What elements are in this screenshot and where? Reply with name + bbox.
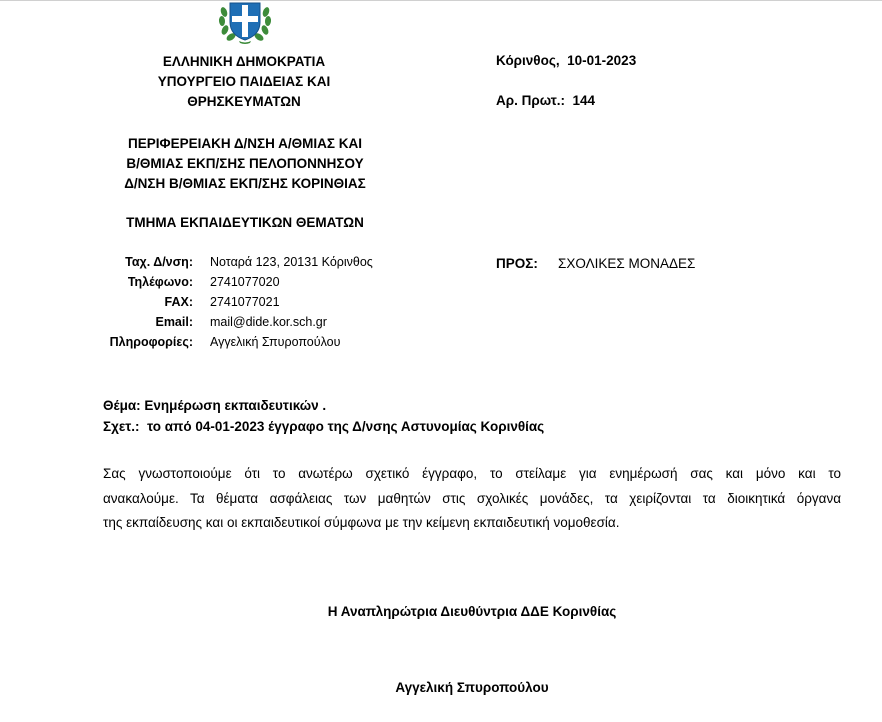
ministry-line: ΘΡΗΣΚΕΥΜΑΤΩΝ — [187, 94, 301, 109]
subject-label: Θέμα: — [103, 398, 141, 413]
directorate-block — [104, 134, 386, 194]
contact-value: mail@dide.kor.sch.gr — [210, 315, 327, 329]
contact-label: Ταχ. Δ/νση: — [125, 255, 193, 269]
ministry-line: ΕΛΛΗΝΙΚΗ ΔΗΜΟΚΡΑΤΙΑ — [162, 54, 326, 69]
recipient-value: ΣΧΟΛΙΚΕΣ ΜΟΝΑΔΕΣ — [558, 256, 696, 271]
subject-text: Ενημέρωση εκπαιδευτικών . — [144, 398, 327, 413]
contact-value: 2741077021 — [210, 295, 280, 309]
reference-text: το από 04-01-2023 έγγραφο της Δ/νσης Αστυνομίας Κορινθίας — [147, 419, 545, 434]
body-line: ανακαλούμε. Τα θέματα ασφάλειας των μαθητών στις σχολικές μονάδες, τα χειρίζονται τα διοικητικά όργανα — [103, 490, 841, 506]
signature-name: Αγγελική Σπυροπούλου — [395, 680, 549, 695]
directorate-line: Δ/ΝΣΗ Β/ΘΜΙΑΣ ΕΚΠ/ΣΗΣ ΚΟΡΙΝΘΙΑΣ — [124, 176, 366, 191]
signature-title: Η Αναπληρώτρια Διευθύντρια ΔΔΕ Κορινθίας — [327, 604, 617, 619]
reference-label: Σχετ.: — [103, 419, 140, 434]
date-line — [496, 53, 636, 68]
contact-label: Email: — [155, 315, 193, 329]
protocol-number: 144 — [572, 93, 596, 108]
directorate-line: Β/ΘΜΙΑΣ ΕΚΠ/ΣΗΣ ΠΕΛΟΠΟΝΝΗΣΟΥ — [126, 156, 364, 171]
subject-line — [103, 398, 326, 413]
recipient-label: ΠΡΟΣ: — [496, 256, 538, 271]
place-date-label: Κόρινθος, — [496, 53, 560, 68]
contact-label: Πληροφορίες: — [109, 335, 193, 349]
ministry-block — [118, 52, 370, 112]
body-paragraph — [103, 462, 841, 536]
body-line: της εκπαίδευσης και οι εκπαιδευτικοί σύμφωνα με την κείμενη εκπαιδευτική νομοθεσία. — [103, 515, 620, 530]
protocol-line — [496, 93, 595, 108]
protocol-label: Αρ. Πρωτ.: — [496, 93, 566, 108]
contact-label: Τηλέφωνο: — [127, 275, 193, 289]
contact-value: 2741077020 — [210, 275, 280, 289]
body-line: Σας γνωστοποιούμε ότι το ανωτέρω σχετικό έγγραφο, το στείλαμε για ενημέρωσή σας και μόνο και το — [103, 466, 841, 481]
reference-line — [103, 419, 544, 434]
contact-value: Αγγελική Σπυροπούλου — [210, 335, 341, 349]
greek-coat-of-arms-icon — [217, 0, 273, 44]
document-date: 10-01-2023 — [567, 53, 637, 68]
contact-label: FAX: — [164, 295, 193, 309]
ministry-line: ΥΠΟΥΡΓΕΙΟ ΠΑΙΔΕΙΑΣ ΚΑΙ — [157, 74, 331, 89]
directorate-line: ΠΕΡΙΦΕΡΕΙΑΚΗ Δ/ΝΣΗ Α/ΘΜΙΑΣ ΚΑΙ — [127, 136, 362, 151]
contact-value: Νοταρά 123, 20131 Κόρινθος — [210, 255, 373, 269]
department-title: ΤΜΗΜΑ ΕΚΠΑΙΔΕΥΤΙΚΩΝ ΘΕΜΑΤΩΝ — [126, 215, 364, 230]
page-top-border — [0, 0, 882, 1]
